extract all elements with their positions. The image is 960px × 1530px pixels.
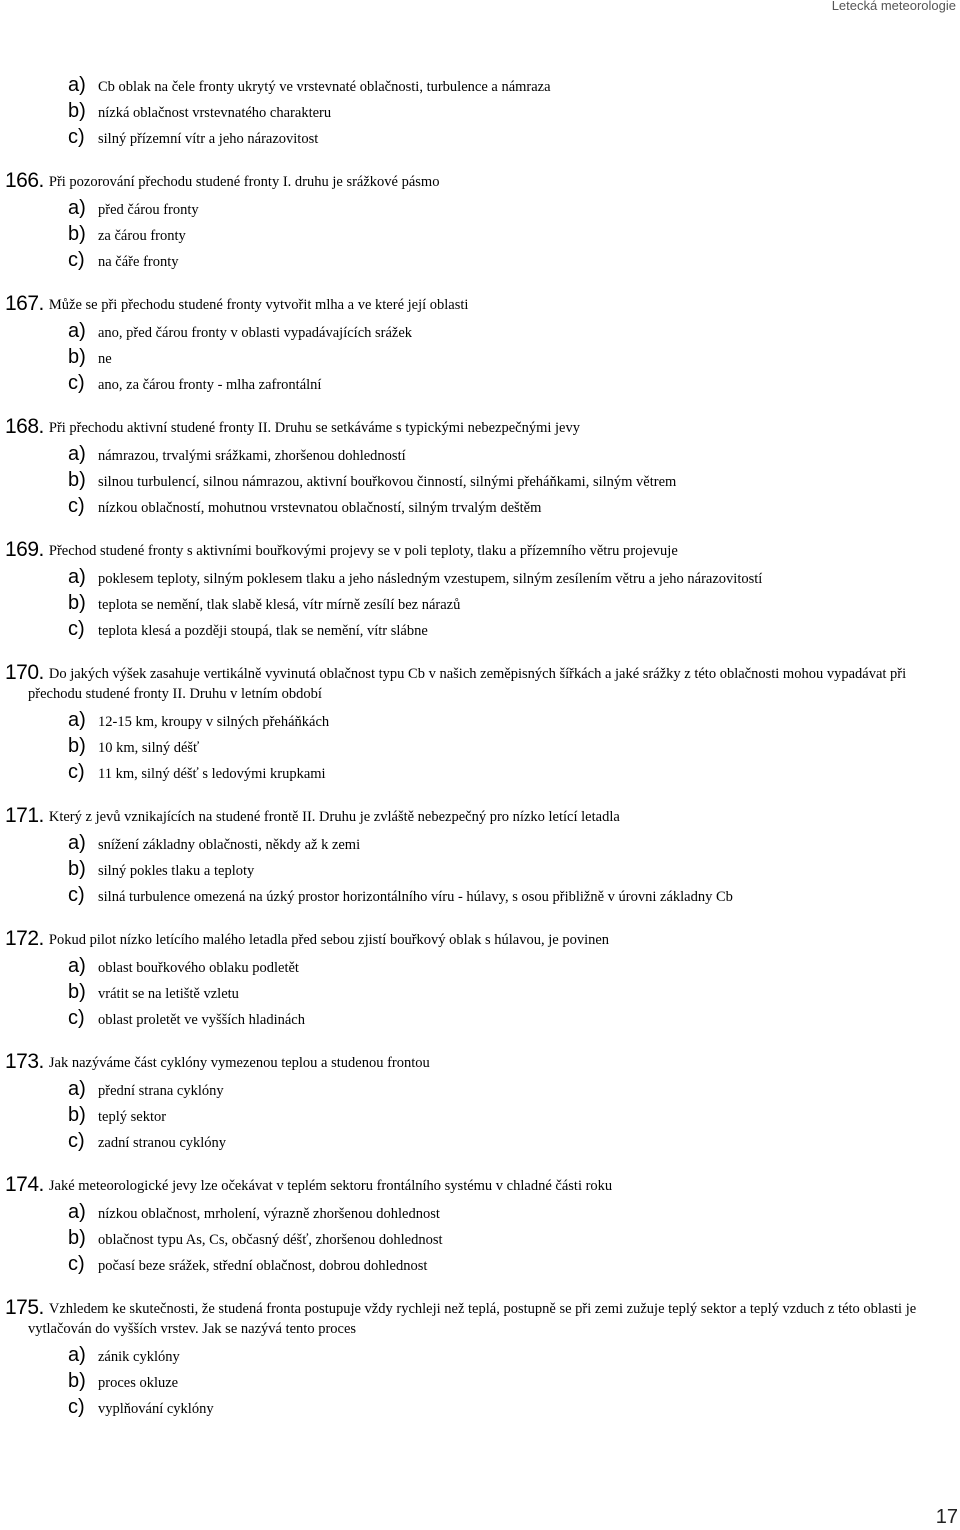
question-text: Jak nazýváme část cyklóny vymezenou teplou a studenou frontou [48, 1055, 430, 1071]
answer-option [0, 856, 960, 882]
question-block [0, 1051, 960, 1154]
option-letter: b) [68, 1227, 86, 1249]
option-letter: c) [68, 495, 85, 517]
option-text: zánik cyklóny [98, 1349, 180, 1365]
question [0, 1297, 960, 1339]
question-text: Který z jevů vznikajících na studené frontě II. Druhu je zvláště nebezpečný pro nízko letící letadla [48, 809, 620, 825]
answer-option [0, 124, 960, 150]
question-number: 168. [5, 415, 44, 438]
answer-option [0, 1342, 960, 1368]
option-text: silný pokles tlaku a teploty [98, 863, 255, 879]
option-text: ne [98, 351, 112, 367]
answer-option [0, 221, 960, 247]
question-number: 170. [5, 661, 44, 684]
question [0, 1174, 960, 1196]
option-text: nízkou oblačností, mohutnou vrstevnatou oblačností, silným trvalým deštěm [98, 500, 542, 516]
option-letter: a) [68, 320, 86, 342]
question-text: Při pozorování přechodu studené fronty I. druhu je srážkové pásmo [48, 174, 440, 190]
option-letter: b) [68, 100, 86, 122]
answer-option [0, 1368, 960, 1394]
question-block [0, 805, 960, 908]
question-number: 175. [5, 1296, 44, 1319]
option-letter: a) [68, 1344, 86, 1366]
question-number: 174. [5, 1173, 44, 1196]
question [0, 662, 960, 704]
answer-option [0, 733, 960, 759]
option-text: poklesem teploty, silným poklesem tlaku a jeho následným vzestupem, silným zesílením větru a jeho nárazovitostí [98, 571, 763, 587]
option-letter: a) [68, 955, 86, 977]
option-letter: b) [68, 1104, 86, 1126]
option-letter: b) [68, 592, 86, 614]
question-text: Jaké meteorologické jevy lze očekávat v teplém sektoru frontálního systému v chladné části roku [48, 1178, 613, 1194]
answer-option [0, 590, 960, 616]
option-text: silná turbulence omezená na úzký prostor horizontálního víru - húlavy, s osou přibližně v úrovni základny Cb [98, 889, 733, 905]
answer-option [0, 1199, 960, 1225]
question-number: 173. [5, 1050, 44, 1073]
option-letter: b) [68, 469, 86, 491]
question-block [0, 170, 960, 273]
question [0, 293, 960, 315]
question [0, 1051, 960, 1073]
answer-option [0, 247, 960, 273]
question [0, 416, 960, 438]
option-letter: a) [68, 566, 86, 588]
option-letter: b) [68, 735, 86, 757]
question-block [0, 539, 960, 642]
question-text: Přechod studené fronty s aktivními bouřkovými projevy se v poli teploty, tlaku a přízemního větru projevuje [48, 543, 678, 559]
answer-option [0, 979, 960, 1005]
option-text: oblast bouřkového oblaku podletět [98, 960, 299, 976]
page-number: 17 [935, 1506, 958, 1528]
answer-option [0, 493, 960, 519]
option-letter: b) [68, 981, 86, 1003]
option-text: 11 km, silný déšť s ledovými krupkami [98, 766, 326, 782]
option-text: vyplňování cyklóny [98, 1401, 214, 1417]
question-list [0, 72, 960, 1440]
question-block [0, 293, 960, 396]
question-number: 172. [5, 927, 44, 950]
answer-option [0, 616, 960, 642]
answer-option [0, 467, 960, 493]
answer-option [0, 195, 960, 221]
question-text: Pokud pilot nízko letícího malého letadla před sebou zjistí bouřkový oblak s húlavou, je povinen [48, 932, 610, 948]
answer-option [0, 1394, 960, 1420]
option-text: silný přízemní vítr a jeho nárazovitost [98, 131, 319, 147]
question-text: Může se při přechodu studené fronty vytvořit mlha a ve které její oblasti [48, 297, 469, 313]
question [0, 805, 960, 827]
option-text: před čárou fronty [98, 202, 199, 218]
answer-option [0, 72, 960, 98]
answer-option [0, 98, 960, 124]
option-letter: a) [68, 1201, 86, 1223]
answer-option [0, 564, 960, 590]
question [0, 539, 960, 561]
question-text: Do jakých výšek zasahuje vertikálně vyvinutá oblačnost typu Cb v našich zeměpisných šířkách a jaké srážky z této oblačnosti mohou vypadávat při přechodu studené fronty II. Druhu v letním období [28, 666, 907, 702]
question-text: Vzhledem ke skutečnosti, že studená fronta postupuje vždy rychleji než teplá, postupně se při zemi zužuje teplý sektor a teplý vzduch z této oblasti je vytlačován do vyšších vrstev. Jak se nazývá tento proces [28, 1301, 917, 1337]
option-text: nízká oblačnost vrstevnatého charakteru [98, 105, 332, 121]
option-letter: a) [68, 74, 86, 96]
option-letter: b) [68, 346, 86, 368]
option-letter: c) [68, 1130, 85, 1152]
question-number: 169. [5, 538, 44, 561]
answer-option [0, 1102, 960, 1128]
answer-option [0, 1076, 960, 1102]
option-text: přední strana cyklóny [98, 1083, 224, 1099]
question [0, 170, 960, 192]
question-number: 167. [5, 292, 44, 315]
answer-option [0, 1005, 960, 1031]
option-text: 12-15 km, kroupy v silných přeháňkách [98, 714, 330, 730]
option-text: za čárou fronty [98, 228, 186, 244]
question-text: Při přechodu aktivní studené fronty II. Druhu se setkáváme s typickými nebezpečnými jevy [48, 420, 580, 436]
question-number: 166. [5, 169, 44, 192]
option-letter: a) [68, 197, 86, 219]
question-block [0, 1174, 960, 1277]
option-letter: a) [68, 443, 86, 465]
option-letter: c) [68, 1007, 85, 1029]
answer-option [0, 1128, 960, 1154]
option-letter: a) [68, 1078, 86, 1100]
option-text: na čáře fronty [98, 254, 179, 270]
option-letter: c) [68, 249, 85, 271]
question-number: 171. [5, 804, 44, 827]
option-letter: c) [68, 1396, 85, 1418]
answer-option [0, 318, 960, 344]
option-text: oblačnost typu As, Cs, občasný déšť, zhoršenou dohlednost [98, 1232, 443, 1248]
option-letter: c) [68, 618, 85, 640]
option-text: teplota se nemění, tlak slabě klesá, vítr mírně zesílí bez nárazů [98, 597, 461, 613]
answer-option [0, 1251, 960, 1277]
option-text: počasí beze srážek, střední oblačnost, dobrou dohlednost [98, 1258, 428, 1274]
option-letter: c) [68, 761, 85, 783]
page-header-title: Letecká meteorologie [831, 0, 956, 13]
option-letter: c) [68, 884, 85, 906]
option-text: ano, za čárou fronty - mlha zafrontální [98, 377, 322, 393]
option-letter: b) [68, 223, 86, 245]
answer-option [0, 953, 960, 979]
option-letter: c) [68, 1253, 85, 1275]
option-text: nízkou oblačnost, mrholení, výrazně zhoršenou dohlednost [98, 1206, 440, 1222]
option-text: oblast proletět ve vyšších hladinách [98, 1012, 305, 1028]
answer-option [0, 344, 960, 370]
option-letter: a) [68, 832, 86, 854]
option-letter: b) [68, 1370, 86, 1392]
question-block [0, 416, 960, 519]
answer-option [0, 830, 960, 856]
continued-options [0, 72, 960, 150]
option-text: teplota klesá a později stoupá, tlak se nemění, vítr slábne [98, 623, 428, 639]
option-text: Cb oblak na čele fronty ukrytý ve vrstevnaté oblačnosti, turbulence a námraza [98, 79, 551, 95]
option-text: snížení základny oblačnosti, někdy až k zemi [98, 837, 361, 853]
question-block [0, 662, 960, 785]
option-letter: c) [68, 372, 85, 394]
answer-option [0, 441, 960, 467]
option-text: námrazou, trvalými srážkami, zhoršenou dohledností [98, 448, 406, 464]
option-text: teplý sektor [98, 1109, 167, 1125]
option-text: 10 km, silný déšť [98, 740, 200, 756]
option-text: proces okluze [98, 1375, 179, 1391]
option-text: zadní stranou cyklóny [98, 1135, 227, 1151]
option-letter: c) [68, 126, 85, 148]
option-text: ano, před čárou fronty v oblasti vypadávajících srážek [98, 325, 413, 341]
option-text: vrátit se na letiště vzletu [98, 986, 239, 1002]
answer-option [0, 370, 960, 396]
answer-option [0, 1225, 960, 1251]
question [0, 928, 960, 950]
option-text: silnou turbulencí, silnou námrazou, aktivní bouřkovou činností, silnými přeháňkami, silným větrem [98, 474, 677, 490]
option-letter: a) [68, 709, 86, 731]
question-block [0, 1297, 960, 1420]
option-letter: b) [68, 858, 86, 880]
answer-option [0, 759, 960, 785]
question-block [0, 928, 960, 1031]
answer-option [0, 707, 960, 733]
answer-option [0, 882, 960, 908]
